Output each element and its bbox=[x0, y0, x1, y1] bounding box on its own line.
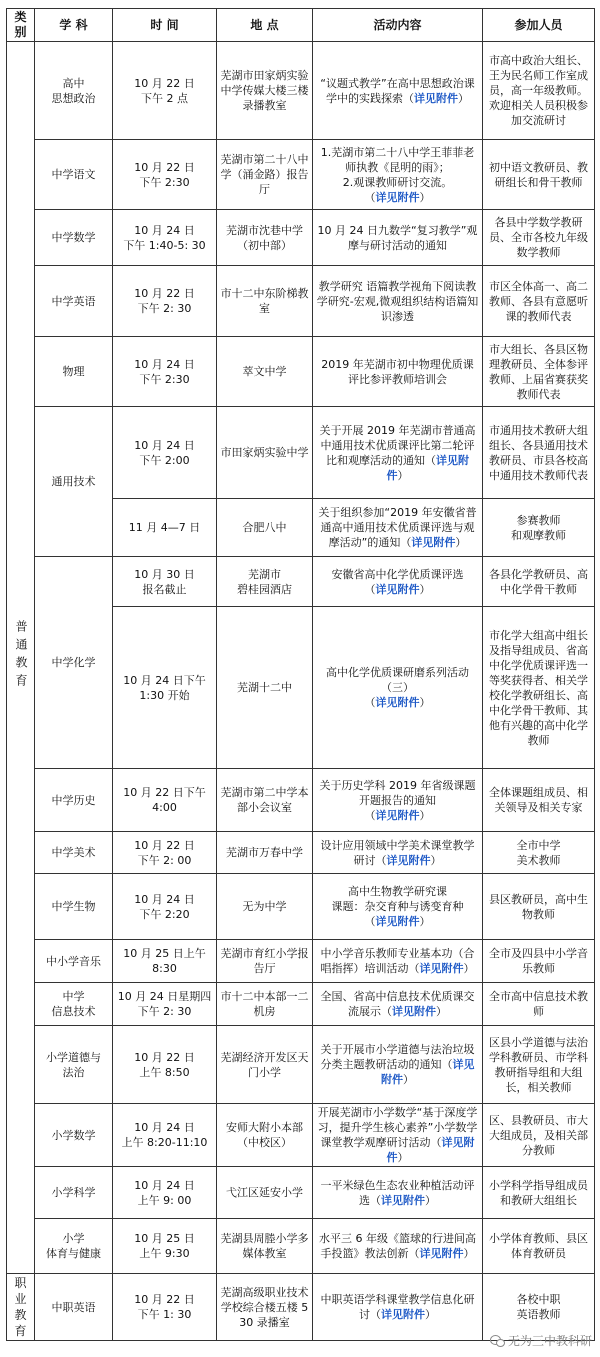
watermark-text: 无为三中教科研 bbox=[507, 1334, 592, 1348]
content-cell: 1.芜湖市第二十八中学王菲菲老师执教《昆明的雨》； 2.观课教师研讨交流。 （详见附件） bbox=[313, 140, 483, 210]
subject-cell: 小学道德与 法治 bbox=[35, 1026, 113, 1104]
place-cell: 市十二中本部一二机房 bbox=[217, 983, 313, 1026]
table-row bbox=[7, 266, 595, 337]
subject-cell: 小学 体育与健康 bbox=[35, 1219, 113, 1274]
time-cell: 10 月 22 日下午 4:00 bbox=[113, 769, 217, 832]
content-cell: 高中化学优质课研磨系列活动（三） （详见附件） bbox=[313, 607, 483, 769]
people-cell: 小学体育教师、县区体育教研员 bbox=[483, 1219, 595, 1274]
header-subject: 学 科 bbox=[35, 9, 113, 42]
people-cell: 全体课题组成员、相关领导及相关专家 bbox=[483, 769, 595, 832]
attachment-link[interactable]: 详见附件 bbox=[381, 1308, 425, 1321]
watermark bbox=[490, 1332, 592, 1349]
people-cell: 参赛教师 和观摩教师 bbox=[483, 499, 595, 557]
subject-cell: 中学历史 bbox=[35, 769, 113, 832]
time-cell: 10 月 22 日 下午 2 点 bbox=[113, 42, 217, 140]
subject-cell: 中学 信息技术 bbox=[35, 983, 113, 1026]
time-cell: 10 月 22 日 下午 2: 30 bbox=[113, 266, 217, 337]
table-row bbox=[7, 1167, 595, 1219]
table-row bbox=[7, 42, 595, 140]
subject-cell: 通用技术 bbox=[35, 407, 113, 557]
header-content: 活动内容 bbox=[313, 9, 483, 42]
subject-cell: 中学美术 bbox=[35, 832, 113, 874]
content-cell: 设计应用领域中学美术课堂教学研讨（详见附件） bbox=[313, 832, 483, 874]
place-cell: 芜湖县周塍小学多媒体教室 bbox=[217, 1219, 313, 1274]
people-cell: 全市高中信息技术教师 bbox=[483, 983, 595, 1026]
content-cell: 关于开展市小学道德与法治垃圾分类主题教研活动的通知（详见附件） bbox=[313, 1026, 483, 1104]
activity-schedule-table bbox=[6, 8, 595, 1341]
subject-cell: 中小学音乐 bbox=[35, 940, 113, 983]
time-cell: 10 月 22 日 下午 1: 30 bbox=[113, 1274, 217, 1341]
subject-cell: 中学生物 bbox=[35, 874, 113, 940]
table-row bbox=[7, 1026, 595, 1104]
category-cell bbox=[7, 42, 35, 1274]
time-cell: 10 月 25 日 上午 9:30 bbox=[113, 1219, 217, 1274]
attachment-link[interactable]: 详见附件 bbox=[375, 696, 420, 709]
content-cell: 开展芜湖市小学数学“基于深度学习，提升学生核心素养”小学数学课堂教学观摩研讨活动（详见附件） bbox=[313, 1104, 483, 1167]
place-cell: 芜湖高级职业技术学校综合楼五楼 530 录播室 bbox=[217, 1274, 313, 1341]
place-cell: 芜湖经济开发区天门小学 bbox=[217, 1026, 313, 1104]
table-row bbox=[7, 874, 595, 940]
time-cell: 10 月 24 日 上午 8:20-11:10 bbox=[113, 1104, 217, 1167]
attachment-link[interactable]: 详见附件 bbox=[375, 582, 420, 596]
people-cell: 区、县教研员、市大大组成员，及相关部分教师 bbox=[483, 1104, 595, 1167]
subject-cell: 小学科学 bbox=[35, 1167, 113, 1219]
attachment-link[interactable]: 详见附件 bbox=[411, 536, 456, 549]
category-label: 普通教育 bbox=[14, 619, 28, 692]
subject-cell: 中学数学 bbox=[35, 210, 113, 266]
time-cell: 10 月 24 日星期四 下午 2: 30 bbox=[113, 983, 217, 1026]
content-cell: 中小学音乐教师专业基本功（合唱指挥）培训活动（详见附件） bbox=[313, 940, 483, 983]
time-cell: 11 月 4—7 日 bbox=[113, 499, 217, 557]
attachment-link[interactable]: 详见附件 bbox=[392, 1005, 436, 1018]
content-cell: 关于组织参加“2019 年安徽省普通高中通用技术优质课评选与观摩活动”的通知（详见附件） bbox=[313, 499, 483, 557]
content-cell: 高中生物教学研究课 课题：杂交育种与诱变育种 （详见附件） bbox=[313, 874, 483, 940]
place-cell: 市田家炳实验中学 bbox=[217, 407, 313, 499]
header-people: 参加人员 bbox=[483, 9, 595, 42]
place-cell: 市十二中东阶梯教室 bbox=[217, 266, 313, 337]
content-cell: 全国、省高中信息技术优质课交流展示（详见附件） bbox=[313, 983, 483, 1026]
place-cell: 萃文中学 bbox=[217, 337, 313, 407]
place-cell: 芜湖市 碧桂园酒店 bbox=[217, 557, 313, 607]
header-row bbox=[7, 9, 595, 42]
place-cell: 无为中学 bbox=[217, 874, 313, 940]
attachment-link[interactable]: 详见附件 bbox=[381, 1058, 475, 1086]
people-cell: 区县小学道德与法治学科教研员、市学科教研指导组和大组长，相关教师 bbox=[483, 1026, 595, 1104]
subject-cell: 中学语文 bbox=[35, 140, 113, 210]
attachment-link[interactable]: 详见附件 bbox=[419, 1247, 464, 1260]
people-cell: 市化学大组高中组长及指导组成员、省高中化学优质课评选一等奖获得者、相关学校化学教研组长、高中化学骨干教师、其他有兴趣的高中化学教师 bbox=[483, 607, 595, 769]
wechat-icon bbox=[490, 1335, 504, 1347]
content-cell: 一平米绿色生态农业种植活动评选（详见附件） bbox=[313, 1167, 483, 1219]
attachment-link[interactable]: 详见附件 bbox=[375, 190, 420, 204]
people-cell: 各县化学教研员、高中化学骨干教师 bbox=[483, 557, 595, 607]
category-label: 职业 教育 bbox=[14, 1276, 27, 1338]
people-cell: 市通用技术教研大组组长、各县通用技术教研员、市县各校高中通用技术教师代表 bbox=[483, 407, 595, 499]
content-cell: 10 月 24 日九数学“复习教学”观摩与研讨活动的通知 bbox=[313, 210, 483, 266]
header-time: 时 间 bbox=[113, 9, 217, 42]
people-cell: 全市及四县中小学音乐教师 bbox=[483, 940, 595, 983]
subject-cell: 小学数学 bbox=[35, 1104, 113, 1167]
content-cell: 教学研究 语篇教学视角下阅读教学研究-宏观,微观组织结构语篇知识渗透 bbox=[313, 266, 483, 337]
subject-cell: 物理 bbox=[35, 337, 113, 407]
table-row bbox=[7, 1274, 595, 1341]
place-cell: 芜湖市第二十八中学（涌金路）报告厅 bbox=[217, 140, 313, 210]
attachment-link[interactable]: 详见附件 bbox=[414, 91, 458, 105]
people-cell: 县区教研员，高中生物教师 bbox=[483, 874, 595, 940]
place-cell: 弋江区延安小学 bbox=[217, 1167, 313, 1219]
time-cell: 10 月 22 日 下午 2:30 bbox=[113, 140, 217, 210]
place-cell: 芜湖十二中 bbox=[217, 607, 313, 769]
table-row bbox=[7, 832, 595, 874]
table-row bbox=[7, 407, 595, 499]
people-cell: 各县中学数学教研员、全市各校九年级数学教师 bbox=[483, 210, 595, 266]
time-cell: 10 月 24 日 下午 2:30 bbox=[113, 337, 217, 407]
people-cell: 初中语文教研员、教研组长和骨干教师 bbox=[483, 140, 595, 210]
attachment-link[interactable]: 详见附件 bbox=[386, 453, 469, 482]
attachment-link[interactable]: 详见附件 bbox=[375, 915, 420, 928]
subject-cell: 中学化学 bbox=[35, 557, 113, 769]
time-cell: 10 月 25 日上午 8:30 bbox=[113, 940, 217, 983]
category-cell bbox=[7, 1274, 35, 1341]
place-cell: 芜湖市万春中学 bbox=[217, 832, 313, 874]
time-cell: 10 月 30 日 报名截止 bbox=[113, 557, 217, 607]
people-cell: 市高中政治大组长、王为民名师工作室成员，高一年级教师。欢迎相关人员积极参加交流研讨 bbox=[483, 42, 595, 140]
attachment-link[interactable]: 详见附件 bbox=[375, 808, 420, 822]
place-cell: 芜湖市育红小学报告厅 bbox=[217, 940, 313, 983]
table-row bbox=[7, 557, 595, 607]
people-cell: 各校中职 英语教师 bbox=[483, 1274, 595, 1341]
table-row bbox=[7, 940, 595, 983]
attachment-link[interactable]: 详见附件 bbox=[386, 1136, 475, 1164]
table-row bbox=[7, 210, 595, 266]
attachment-link[interactable]: 详见附件 bbox=[419, 962, 464, 975]
people-cell: 小学科学指导组成员和教研大组组长 bbox=[483, 1167, 595, 1219]
table-row bbox=[7, 769, 595, 832]
content-cell: 2019 年芜湖市初中物理优质课评比参评教师培训会 bbox=[313, 337, 483, 407]
table-row bbox=[7, 983, 595, 1026]
subject-cell: 中职英语 bbox=[35, 1274, 113, 1341]
content-cell: “议题式教学”在高中思想政治课学中的实践探索（详见附件） bbox=[313, 42, 483, 140]
people-cell: 市区全体高一、高二教师、各县有意愿听课的教师代表 bbox=[483, 266, 595, 337]
place-cell: 芜湖市田家炳实验中学传媒大楼三楼录播教室 bbox=[217, 42, 313, 140]
time-cell: 10 月 24 日 下午 1:40-5: 30 bbox=[113, 210, 217, 266]
people-cell: 市大组长、各县区物理教研员、全体参评教师、上届省赛获奖教师代表 bbox=[483, 337, 595, 407]
place-cell: 芜湖市沈巷中学（初中部） bbox=[217, 210, 313, 266]
content-cell: 中职英语学科课堂教学信息化研讨（详见附件） bbox=[313, 1274, 483, 1341]
subject-cell: 高中 思想政治 bbox=[35, 42, 113, 140]
header-place: 地 点 bbox=[217, 9, 313, 42]
place-cell: 芜湖市第二中学本部小会议室 bbox=[217, 769, 313, 832]
content-cell: 关于开展 2019 年芜湖市普通高中通用技术优质课评比第二轮评比和观摩活动的通知（详见附件） bbox=[313, 407, 483, 499]
subject-cell: 中学英语 bbox=[35, 266, 113, 337]
time-cell: 10 月 24 日 上午 9: 00 bbox=[113, 1167, 217, 1219]
table-row bbox=[7, 1219, 595, 1274]
attachment-link[interactable]: 详见附件 bbox=[381, 1193, 425, 1207]
table-row bbox=[7, 337, 595, 407]
table-row bbox=[7, 1104, 595, 1167]
table-row bbox=[7, 140, 595, 210]
time-cell: 10 月 22 日 下午 2: 00 bbox=[113, 832, 217, 874]
people-cell: 全市中学 美术教师 bbox=[483, 832, 595, 874]
time-cell: 10 月 24 日 下午 2:20 bbox=[113, 874, 217, 940]
content-cell: 水平三 6 年级《篮球的行进间高手投篮》教法创新（详见附件） bbox=[313, 1219, 483, 1274]
header-category: 类别 bbox=[7, 9, 35, 42]
place-cell: 安师大附小本部（中校区） bbox=[217, 1104, 313, 1167]
time-cell: 10 月 24 日下午 1:30 开始 bbox=[113, 607, 217, 769]
content-cell: 关于历史学科 2019 年省级课题开题报告的通知 （详见附件） bbox=[313, 769, 483, 832]
content-cell: 安徽省高中化学优质课评选 （详见附件） bbox=[313, 557, 483, 607]
time-cell: 10 月 24 日 下午 2:00 bbox=[113, 407, 217, 499]
place-cell: 合肥八中 bbox=[217, 499, 313, 557]
attachment-link[interactable]: 详见附件 bbox=[386, 853, 431, 867]
time-cell: 10 月 22 日 上午 8:50 bbox=[113, 1026, 217, 1104]
